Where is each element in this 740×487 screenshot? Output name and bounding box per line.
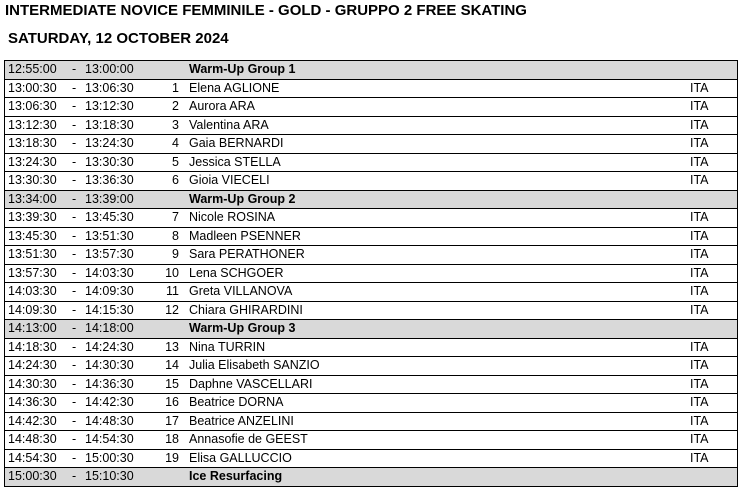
schedule-skater-row [4, 302, 738, 321]
schedule-skater-row [4, 265, 738, 284]
end-time: 13:18:30 [85, 117, 134, 132]
time-separator: - [72, 154, 77, 169]
skater-name: Annasofie de GEEST [189, 432, 308, 446]
time-separator: - [72, 228, 77, 243]
start-number: 13 [165, 339, 179, 354]
start-time: 13:57:30 [8, 265, 57, 280]
start-number: 5 [172, 154, 179, 169]
skater-name: Lena SCHGOER [189, 265, 284, 280]
start-time: 13:45:30 [8, 228, 57, 243]
end-time: 13:12:30 [85, 99, 134, 113]
schedule-skater-row [4, 98, 738, 117]
time-separator: - [72, 302, 77, 317]
schedule-skater-row [4, 376, 738, 395]
end-time: 13:57:30 [85, 247, 134, 261]
schedule-skater-row [4, 413, 738, 432]
start-time: 13:06:30 [8, 99, 57, 113]
end-time: 15:10:30 [85, 469, 134, 483]
nation-code: ITA [690, 228, 709, 243]
end-time: 14:48:30 [85, 413, 134, 428]
schedule-skater-row [4, 154, 738, 173]
schedule-skater-row [4, 394, 738, 413]
start-number: 15 [165, 376, 179, 391]
start-time: 14:54:30 [8, 450, 57, 465]
time-separator: - [72, 191, 77, 206]
nation-code: ITA [690, 395, 709, 409]
schedule-skater-row [4, 80, 738, 99]
skater-name: Gioia VIECELI [189, 173, 270, 187]
schedule-block-row [4, 468, 738, 487]
start-time: 14:18:30 [8, 339, 57, 354]
end-time: 13:45:30 [85, 210, 134, 224]
end-time: 13:06:30 [85, 80, 134, 95]
schedule-block-row [4, 61, 738, 80]
start-time: 13:30:30 [8, 173, 57, 187]
start-time: 13:18:30 [8, 136, 57, 150]
skater-name: Daphne VASCELLARI [189, 376, 313, 391]
end-time: 14:18:00 [85, 321, 134, 335]
end-time: 13:24:30 [85, 136, 134, 150]
time-separator: - [72, 284, 77, 298]
schedule-skater-row [4, 450, 738, 469]
time-separator: - [72, 358, 77, 372]
nation-code: ITA [690, 173, 709, 187]
skater-name: Madleen PSENNER [189, 228, 301, 243]
time-separator: - [72, 265, 77, 280]
start-time: 14:30:30 [8, 376, 57, 391]
nation-code: ITA [690, 302, 709, 317]
nation-code: ITA [690, 413, 709, 428]
schedule-skater-row [4, 357, 738, 376]
end-time: 14:15:30 [85, 302, 134, 317]
end-time: 13:36:30 [85, 173, 134, 187]
skater-name: Sara PERATHONER [189, 247, 305, 261]
start-number: 11 [166, 284, 179, 298]
schedule-skater-row [4, 172, 738, 191]
schedule-skater-row [4, 246, 738, 265]
time-separator: - [72, 210, 77, 224]
event-date: SATURDAY, 12 OCTOBER 2024 [8, 30, 229, 47]
skater-name: Beatrice DORNA [189, 395, 284, 409]
start-number: 6 [172, 173, 179, 187]
nation-code: ITA [690, 136, 709, 150]
end-time: 13:39:00 [85, 191, 134, 206]
nation-code: ITA [690, 247, 709, 261]
start-number: 19 [165, 450, 179, 465]
block-label: Warm-Up Group 2 [189, 191, 296, 206]
block-label: Warm-Up Group 1 [189, 62, 296, 76]
start-time: 14:03:30 [8, 284, 57, 298]
nation-code: ITA [690, 358, 709, 372]
start-number: 16 [165, 395, 179, 409]
time-separator: - [72, 136, 77, 150]
start-time: 13:39:30 [8, 210, 57, 224]
skater-name: Nina TURRIN [189, 339, 266, 354]
time-separator: - [72, 376, 77, 391]
schedule-table [4, 60, 738, 487]
skater-name: Valentina ARA [189, 117, 269, 132]
skater-name: Nicole ROSINA [189, 210, 276, 224]
skater-name: Chiara GHIRARDINI [189, 302, 303, 317]
time-separator: - [72, 117, 77, 132]
start-time: 14:24:30 [8, 358, 57, 372]
end-time: 13:30:30 [85, 154, 134, 169]
start-time: 14:48:30 [8, 432, 57, 446]
start-time: 14:09:30 [8, 302, 57, 317]
skater-name: Jessica STELLA [189, 154, 281, 169]
block-label: Warm-Up Group 3 [189, 321, 296, 335]
start-time: 13:51:30 [8, 247, 57, 261]
time-separator: - [72, 395, 77, 409]
start-number: 7 [172, 210, 179, 224]
start-number: 10 [165, 265, 179, 280]
start-number: 9 [172, 247, 179, 261]
nation-code: ITA [690, 265, 709, 280]
start-number: 4 [172, 136, 179, 150]
start-time: 13:12:30 [8, 117, 57, 132]
nation-code: ITA [690, 80, 709, 95]
end-time: 13:00:00 [85, 62, 134, 76]
schedule-block-row [4, 320, 738, 339]
skater-name: Beatrice ANZELINI [189, 413, 294, 428]
end-time: 14:24:30 [85, 339, 134, 354]
start-number: 3 [172, 117, 179, 132]
skater-name: Greta VILLANOVA [189, 284, 293, 298]
nation-code: ITA [690, 117, 709, 132]
start-time: 13:34:00 [8, 191, 57, 206]
end-time: 14:30:30 [85, 358, 134, 372]
skater-name: Elena AGLIONE [189, 80, 280, 95]
nation-code: ITA [690, 284, 709, 298]
time-separator: - [72, 450, 77, 465]
nation-code: ITA [690, 154, 709, 169]
skater-name: Gaia BERNARDI [189, 136, 284, 150]
start-number: 1 [172, 80, 179, 95]
schedule-skater-row [4, 209, 738, 228]
time-separator: - [72, 339, 77, 354]
end-time: 14:03:30 [85, 265, 134, 280]
start-number: 14 [165, 358, 179, 372]
start-time: 15:00:30 [8, 469, 57, 483]
start-time: 13:00:30 [8, 80, 57, 95]
end-time: 15:00:30 [85, 450, 134, 465]
start-number: 18 [165, 432, 179, 446]
schedule-skater-row [4, 228, 738, 247]
nation-code: ITA [690, 339, 709, 354]
start-time: 14:42:30 [8, 413, 57, 428]
schedule-skater-row [4, 431, 738, 450]
schedule-skater-row [4, 135, 738, 154]
nation-code: ITA [690, 450, 709, 465]
schedule-skater-row [4, 117, 738, 136]
skater-name: Julia Elisabeth SANZIO [189, 358, 320, 372]
end-time: 14:54:30 [85, 432, 134, 446]
schedule-skater-row [4, 339, 738, 358]
schedule-block-row [4, 191, 738, 210]
start-time: 14:36:30 [8, 395, 57, 409]
schedule-skater-row [4, 283, 738, 302]
start-time: 12:55:00 [8, 62, 57, 76]
time-separator: - [72, 80, 77, 95]
block-label: Ice Resurfacing [189, 469, 283, 483]
skater-name: Aurora ARA [189, 99, 256, 113]
nation-code: ITA [690, 376, 709, 391]
time-separator: - [72, 469, 77, 483]
nation-code: ITA [690, 210, 709, 224]
page-title: INTERMEDIATE NOVICE FEMMINILE - GOLD - GRUPPO 2 FREE SKATING [5, 2, 527, 19]
nation-code: ITA [690, 432, 709, 446]
time-separator: - [72, 247, 77, 261]
start-number: 8 [172, 228, 179, 243]
start-number: 2 [172, 99, 179, 113]
time-separator: - [72, 173, 77, 187]
time-separator: - [72, 62, 77, 76]
start-time: 13:24:30 [8, 154, 57, 169]
nation-code: ITA [690, 99, 709, 113]
skater-name: Elisa GALLUCCIO [189, 450, 292, 465]
end-time: 14:36:30 [85, 376, 134, 391]
time-separator: - [72, 321, 77, 335]
time-separator: - [72, 99, 77, 113]
start-number: 17 [165, 413, 179, 428]
time-separator: - [72, 413, 77, 428]
start-time: 14:13:00 [8, 321, 57, 335]
end-time: 14:42:30 [85, 395, 134, 409]
end-time: 13:51:30 [85, 228, 134, 243]
end-time: 14:09:30 [85, 284, 134, 298]
time-separator: - [72, 432, 77, 446]
start-number: 12 [165, 302, 179, 317]
